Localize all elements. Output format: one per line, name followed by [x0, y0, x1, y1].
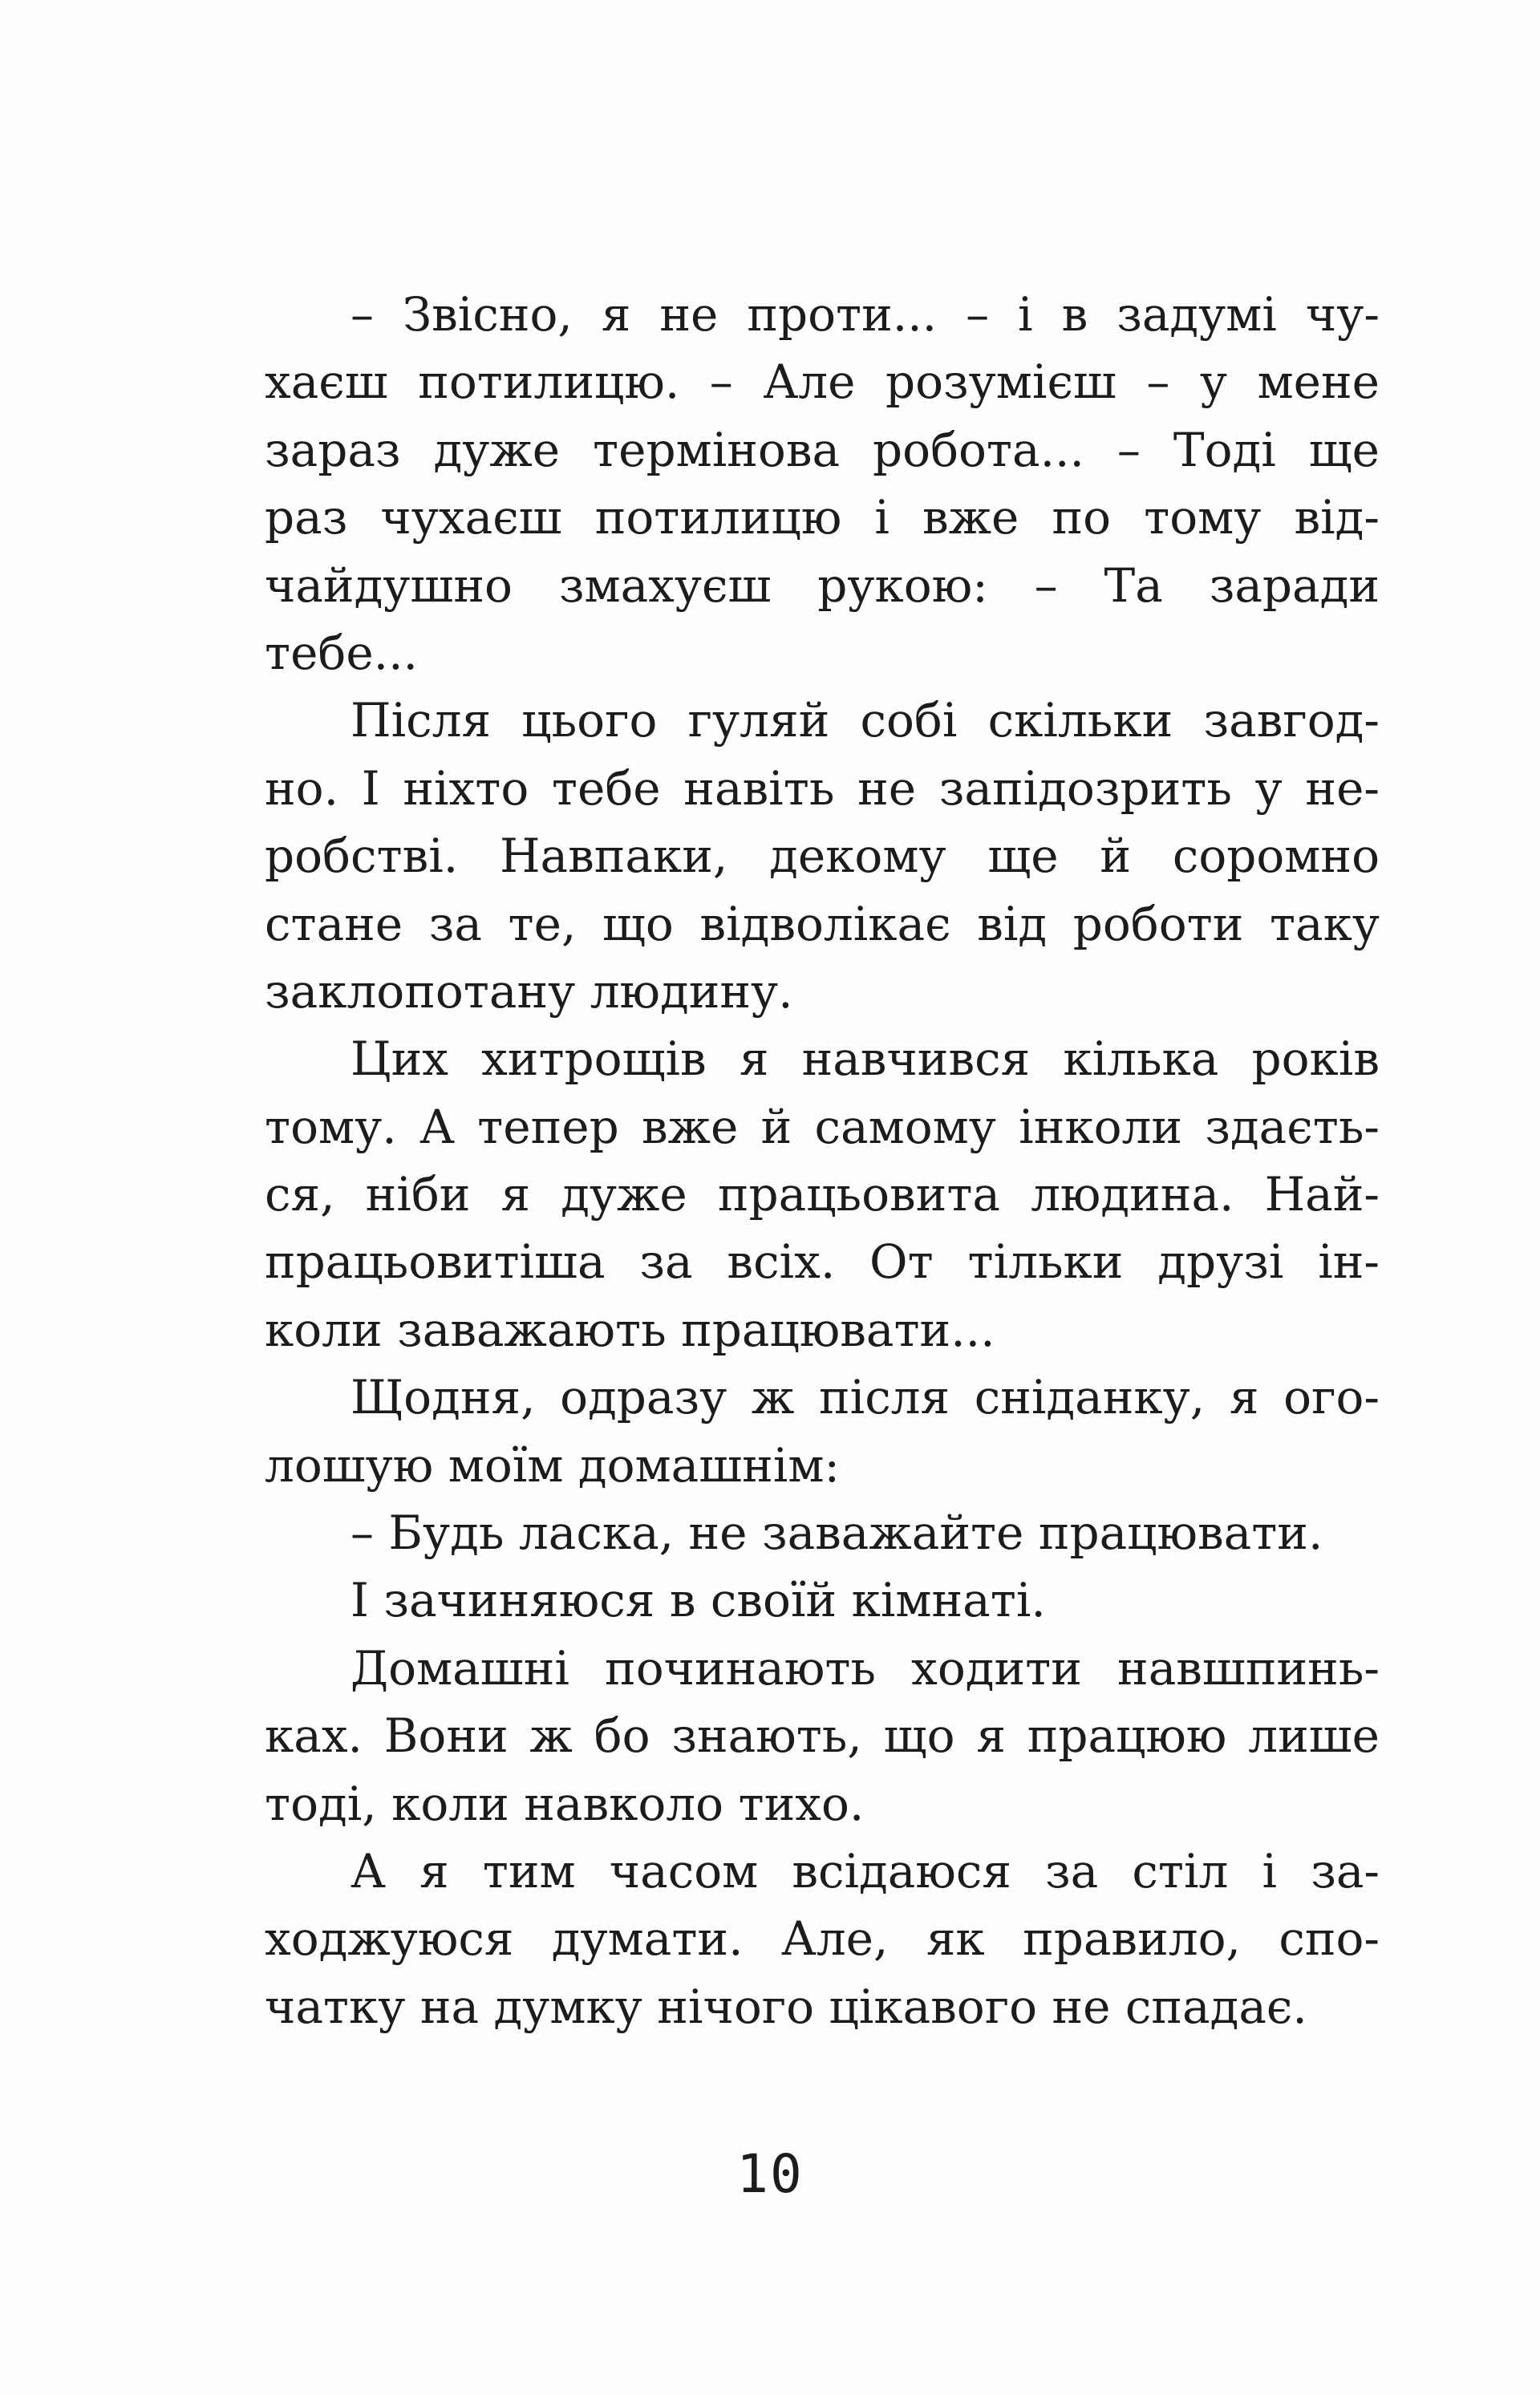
text-line: раз чухаєш потилицю і вже по тому від- — [265, 490, 1380, 545]
text-line: тому. А тепер вже й самому інколи здаєть- — [265, 1099, 1380, 1154]
text-line: Після цього гуляй собі скільки завгод- — [351, 693, 1380, 748]
text-line: заклопотану людину. — [265, 963, 793, 1019]
text-line: Цих хитрощів я навчився кілька років — [351, 1031, 1380, 1087]
text-line: коли заважають працювати... — [265, 1302, 995, 1357]
text-line: чатку на думку нічого цікавого не спадає. — [265, 1979, 1307, 2034]
text-line: зараз дуже термінова робота... – Тоді ще — [265, 422, 1380, 477]
text-line: ках. Вони ж бо знають, що я працюю лише — [265, 1708, 1380, 1764]
text-line: І зачиняюся в своїй кімнаті. — [351, 1573, 1046, 1628]
body-text — [265, 281, 1380, 2040]
text-line: хаєш потилицю. – Але розумієш – у мене — [265, 355, 1380, 410]
text-line: тоді, коли навколо тихо. — [265, 1776, 865, 1831]
text-line: працьовитіша за всіх. От тільки друзі ін- — [265, 1234, 1380, 1290]
text-line: ходжуюся думати. Але, як правило, спо- — [265, 1911, 1380, 1967]
text-line: но. І ніхто тебе навіть не запідозрить у не- — [265, 760, 1380, 816]
text-line: робстві. Навпаки, декому ще й соромно — [265, 829, 1380, 884]
text-line: Щодня, одразу ж після сніданку, я ого- — [351, 1370, 1380, 1425]
text-line: тебе... — [265, 625, 418, 680]
text-line: Домашні починають ходити навшпинь- — [351, 1640, 1380, 1696]
text-line: ся, ніби я дуже працьовита людина. Най- — [265, 1167, 1380, 1222]
text-line: – Будь ласка, не заважайте працювати. — [351, 1505, 1323, 1561]
text-line: лошую моїм домашнім: — [265, 1437, 840, 1493]
page-number: 10 — [736, 2143, 804, 2205]
text-line: А я тим часом всідаюся за стіл і за- — [351, 1843, 1380, 1899]
text-line: – Звісно, я не проти... – і в задумі чу- — [351, 287, 1380, 342]
text-line: чайдушно змахуєш рукою: – Та заради — [265, 557, 1380, 613]
text-line: стане за те, що відволікає від роботи таку — [265, 896, 1380, 951]
